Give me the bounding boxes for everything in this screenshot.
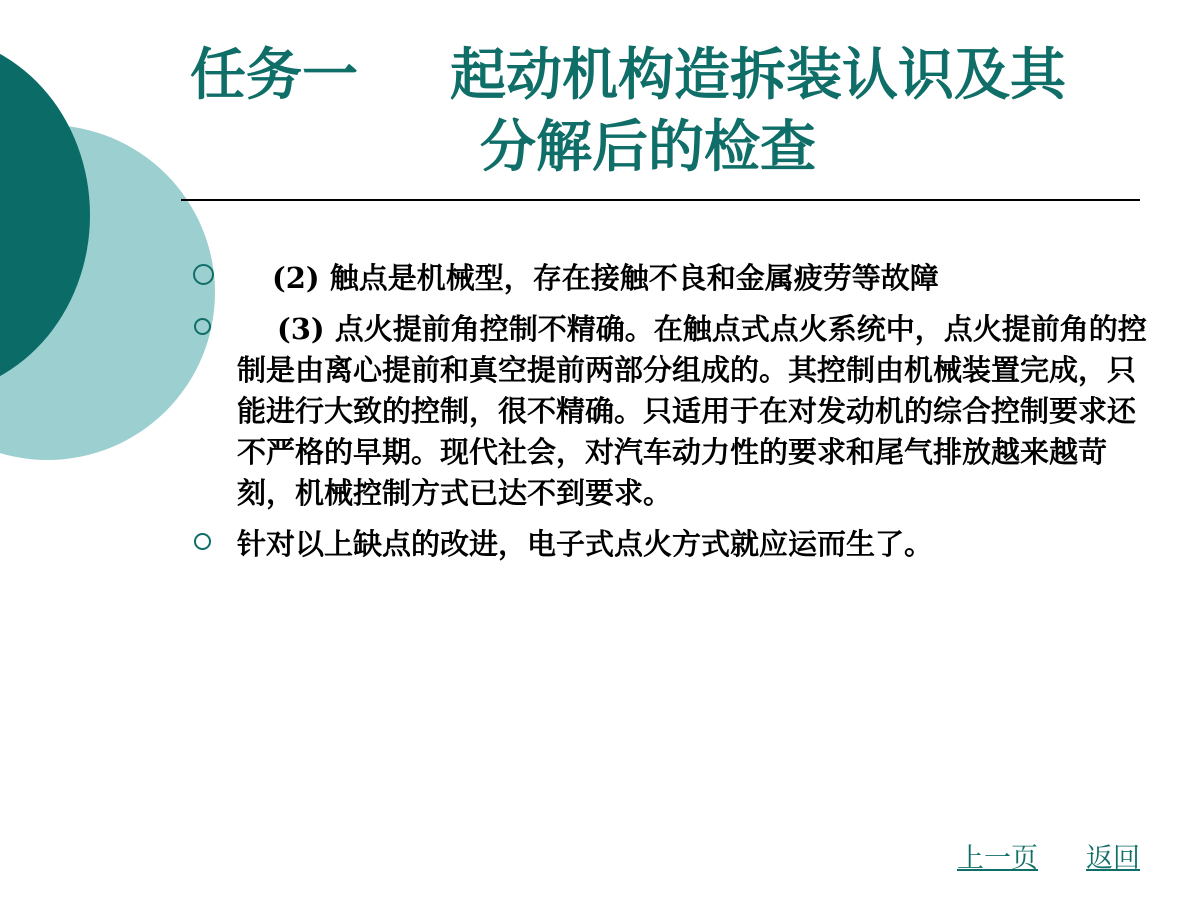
bullet-text-1: (2) 触点是机械型，存在接触不良和金属疲劳等故障 (272, 261, 939, 295)
bullet-list (190, 258, 1150, 575)
bullet-item-2 (190, 309, 1150, 514)
title-line-1 (190, 40, 1150, 112)
return-link[interactable]: 返回 (1086, 843, 1140, 874)
bullet-text-2-content: (3) 点火提前角控制不精确。在触点式点火系统中，点火提前角的控制是由离心提前和真空提前两部分组成的。其控制由机械装置完成，只能进行大致的控制，很不精确。只适用于在对发动机的综合控制要求还不严格的早期。现代社会，对汽车动力性的要求和尾气排放越来越苛刻，机械控制方式已达不到要求。 (237, 312, 1147, 510)
bullet-circle-icon (194, 533, 211, 550)
bullet-circle-icon (194, 318, 211, 335)
bullet-text-2 (237, 309, 1150, 514)
title-task-label: 任务一 (190, 43, 358, 108)
previous-page-link[interactable]: 上一页 (957, 843, 1038, 874)
bullet-circle-icon (193, 264, 214, 285)
title-main-text: 起动机构造拆装认识及其 (450, 43, 1066, 108)
title-divider (181, 199, 1140, 201)
bullet-item-1 (190, 258, 1150, 299)
title-line-2: 分解后的检查 (480, 115, 816, 180)
slide-title (190, 40, 1150, 184)
bullet-item-3 (190, 524, 1150, 565)
bullet-text-3: 针对以上缺点的改进，电子式点火方式就应运而生了。 (237, 527, 934, 561)
